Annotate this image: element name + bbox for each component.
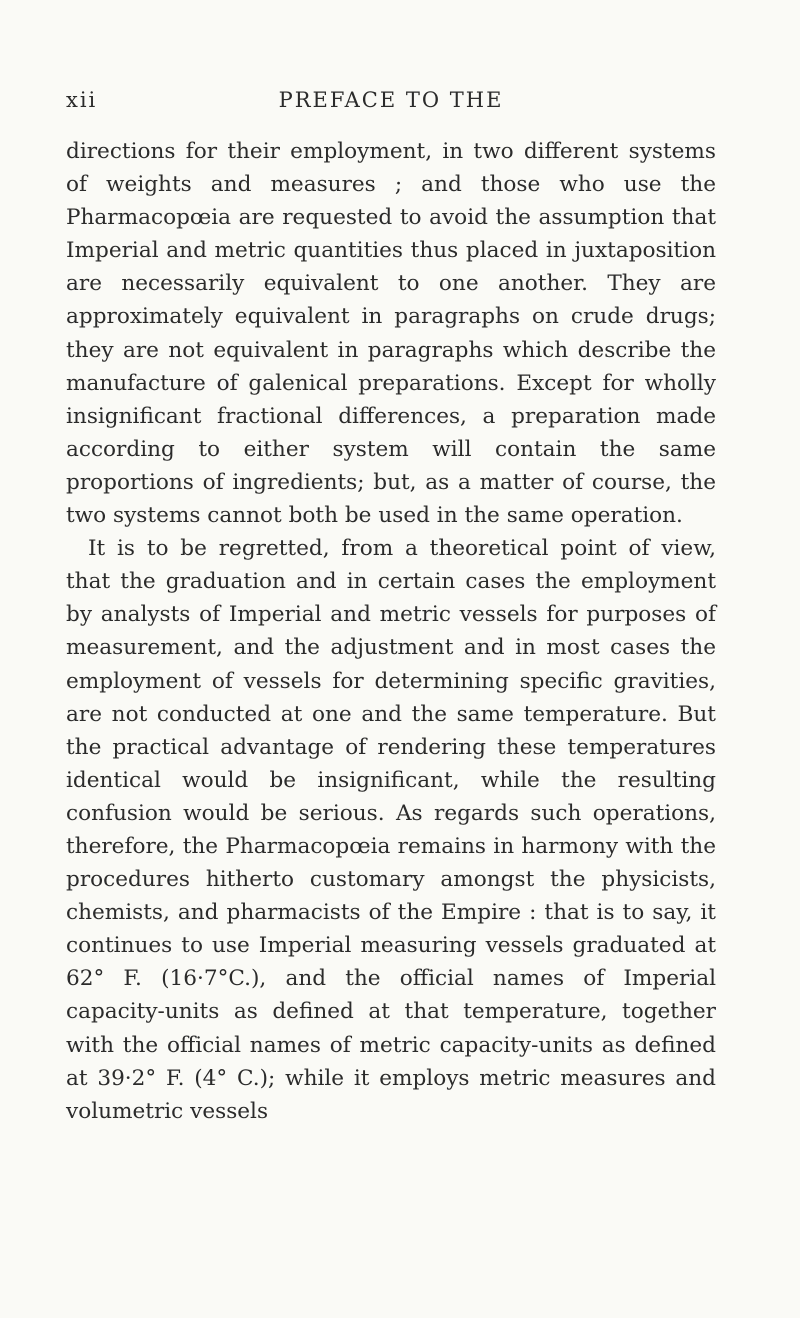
paragraph-continued: directions for their employment, in two different systems of weights and measures ; and those who use the Pharmacopœia are requested to avoid the assumption that Imperial and metric quantities thus placed in juxtaposition are necessarily equivalent to one another. They are approximately equivalent in paragraphs on crude drugs; they are not equivalent in paragraphs which describe the manufacture of galenical preparations. Except for wholly insignificant fractional differences, a preparation made according to either system will contain the same proportions of ingredients; but, as a matter of course, the two systems cannot both be used in the same operation. (66, 139, 716, 529)
running-head-title: PREFACE TO THE (278, 88, 504, 112)
running-head (66, 88, 716, 118)
body-text (66, 135, 716, 1128)
paragraph: It is to be regretted, from a theoretical point of view, that the graduation and in certain cases the employment by analysts of Imperial and metric vessels for purposes of measurement, and the adjustment and in most cases the employment of vessels for determining specific gravities, are not conducted at one and the same temperature. But the practical advantage of rendering these temperatures identical would be insignificant, while the resulting confusion would be serious. As regards such operations, therefore, the Pharmacopœia remains in harmony with the procedures hitherto customary amongst the physicists, chemists, and pharmacists of the Empire : that is to say, it continues to use Imperial measuring vessels graduated at 62° F. (16·7°C.), and the official names of Imperial capacity-units as defined at that temperature, together with the official names of metric capacity-units as defined at 39·2° F. (4° C.); while it employs metric measures and volumetric vessels (66, 536, 716, 1124)
page-number: xii (66, 88, 98, 112)
